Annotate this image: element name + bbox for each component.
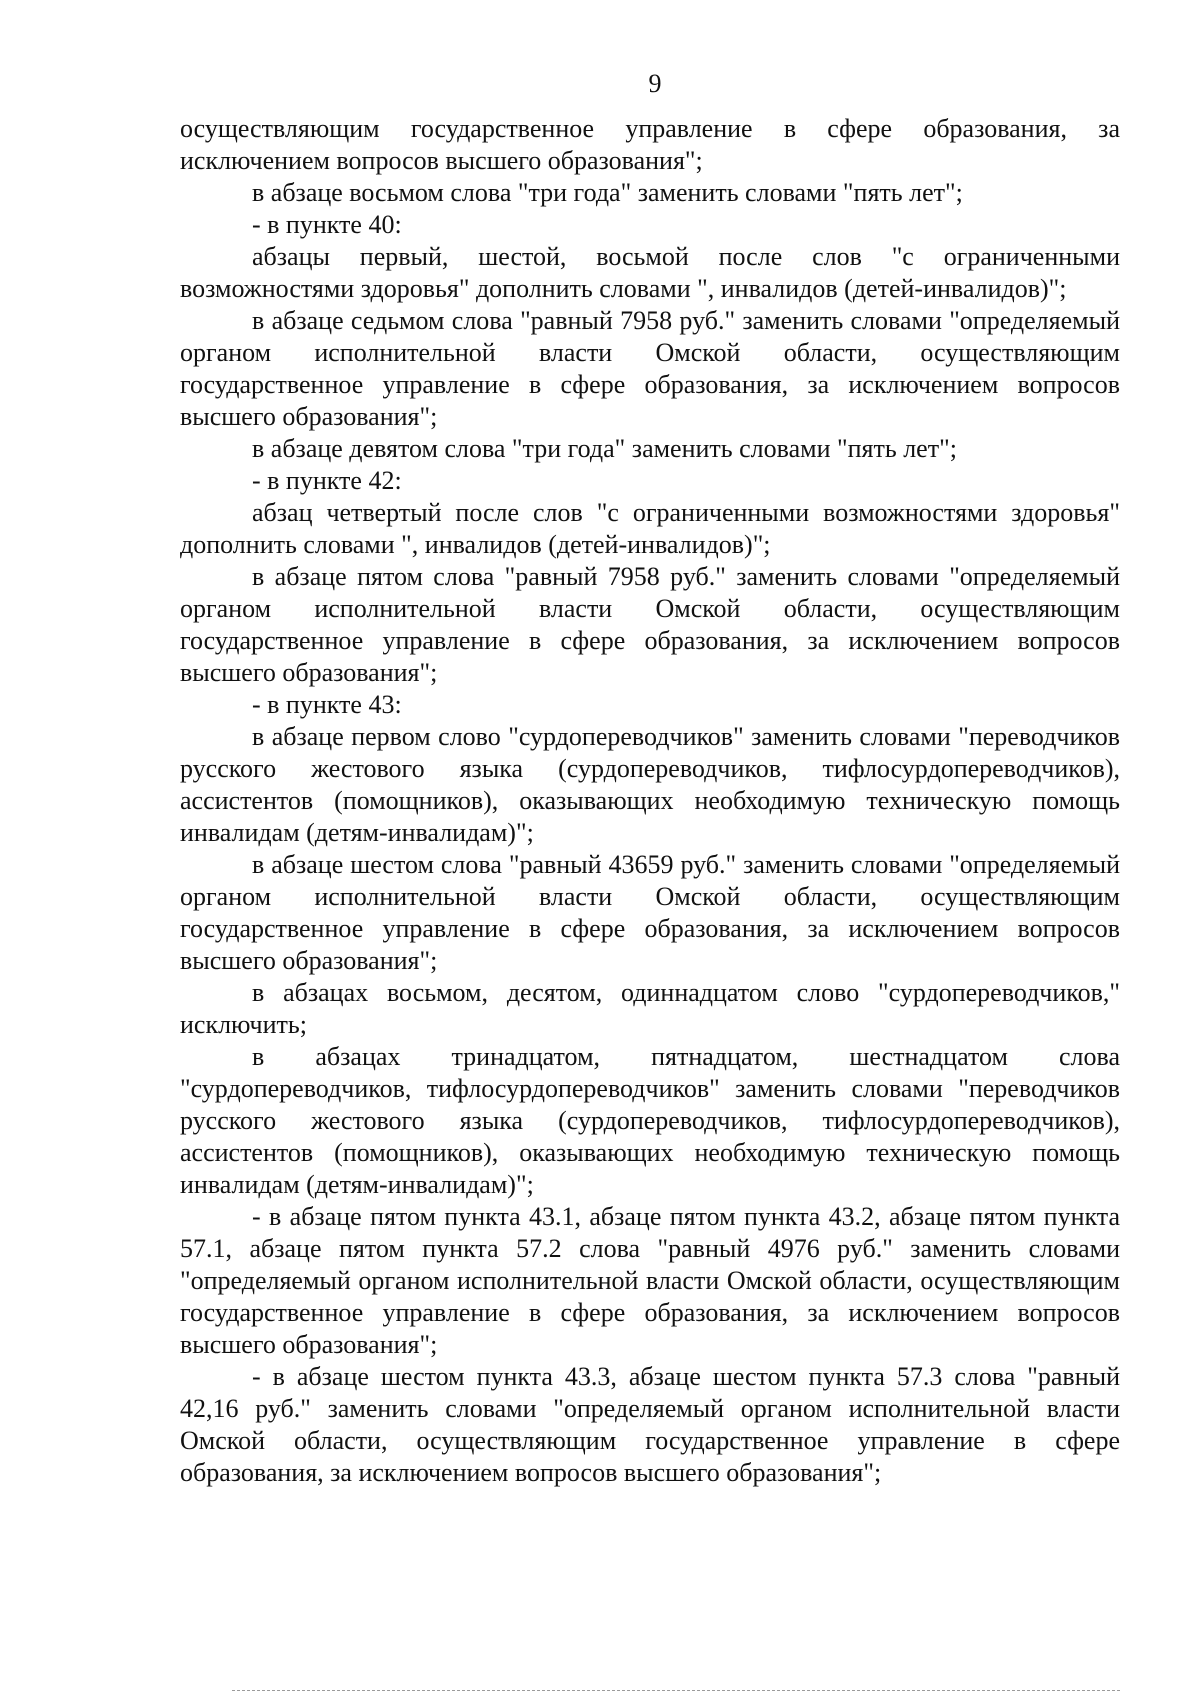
paragraph: в абзаце седьмом слова "равный 7958 руб." заменить словами "определяемый органом исполнительной власти Омской области, осуществляющим государственное управление в сфере образования, за исключением вопросов высшего образования";: [180, 306, 1120, 431]
paragraph: осуществляющим государственное управление в сфере образования, за исключением вопросов высшего образования";: [180, 114, 1120, 175]
paragraph: в абзаце шестом слова "равный 43659 руб." заменить словами "определяемый органом исполнительной власти Омской области, осуществляющим государственное управление в сфере образования, за исключением вопросов высшего образования";: [180, 850, 1120, 975]
page-number: 9: [648, 69, 662, 98]
paragraph: - в пункте 40:: [252, 210, 402, 239]
paragraph: абзацы первый, шестой, восьмой после слов "с ограниченными возможностями здоровья" дополнить словами ", инвалидов (детей-инвалидов)";: [180, 242, 1120, 303]
document-body: [180, 113, 1120, 1489]
paragraph: в абзаце восьмом слова "три года" заменить словами "пять лет";: [252, 178, 963, 207]
bottom-scan-line: [232, 1690, 1120, 1691]
paragraph: - в пункте 43:: [252, 690, 402, 719]
paragraph: - в абзаце шестом пункта 43.3, абзаце шестом пункта 57.3 слова "равный 42,16 руб." заменить словами "определяемый органом исполнительной власти Омской области, осуществляющим государственное управление в сфере образования, за исключением вопросов высшего образования";: [180, 1362, 1120, 1487]
paragraph: - в абзаце пятом пункта 43.1, абзаце пятом пункта 43.2, абзаце пятом пункта 57.1, абзаце пятом пункта 57.2 слова "равный 4976 руб." заменить словами "определяемый органом исполнительной власти Омской области, осуществляющим государственное управление в сфере образования, за исключением вопросов высшего образования";: [180, 1202, 1120, 1359]
paragraph: в абзацах восьмом, десятом, одиннадцатом слово "сурдопереводчиков," исключить;: [180, 978, 1120, 1039]
paragraph: в абзацах тринадцатом, пятнадцатом, шестнадцатом слова "сурдопереводчиков, тифлосурдопереводчиков" заменить словами "переводчиков русского жестового языка (сурдопереводчиков, тифлосурдопереводчиков), ассистентов (помощников), оказывающих необходимую техническую помощь инвалидам (детям-инвалидам)";: [180, 1042, 1120, 1199]
paragraph: в абзаце пятом слова "равный 7958 руб." заменить словами "определяемый органом исполнительной власти Омской области, осуществляющим государственное управление в сфере образования, за исключением вопросов высшего образования";: [180, 562, 1120, 687]
paragraph: - в пункте 42:: [252, 466, 402, 495]
paragraph: в абзаце девятом слова "три года" заменить словами "пять лет";: [252, 434, 957, 463]
paragraph: абзац четвертый после слов "с ограниченными возможностями здоровья" дополнить словами ", инвалидов (детей-инвалидов)";: [180, 498, 1120, 559]
paragraph: в абзаце первом слово "сурдопереводчиков" заменить словами "переводчиков русского жестового языка (сурдопереводчиков, тифлосурдопереводчиков), ассистентов (помощников), оказывающих необходимую техническую помощь инвалидам (детям-инвалидам)";: [180, 722, 1120, 847]
